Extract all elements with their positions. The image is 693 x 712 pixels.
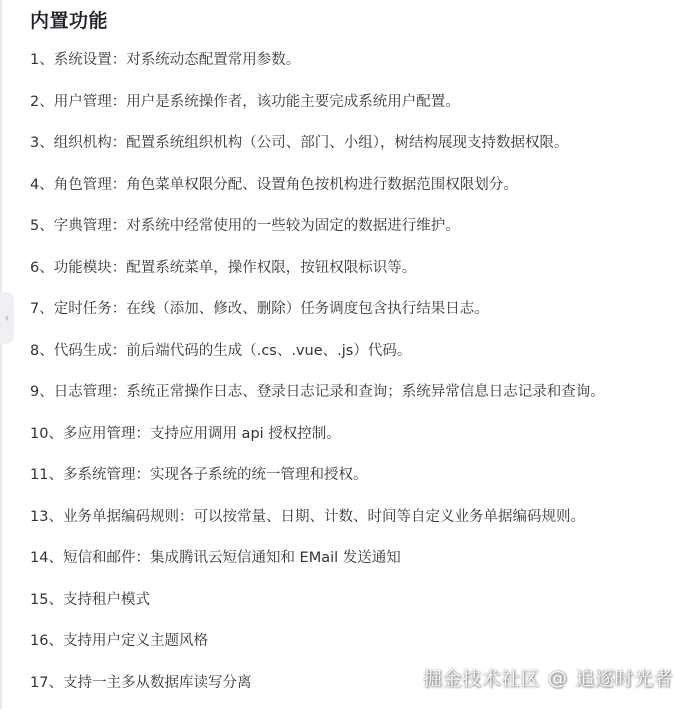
list-item: 5、字典管理：对系统中经常使用的一些较为固定的数据进行维护。 (30, 214, 685, 256)
list-item: 2、用户管理：用户是系统操作者，该功能主要完成系统用户配置。 (30, 90, 685, 132)
list-item: 1、系统设置：对系统动态配置常用参数。 (30, 48, 685, 90)
watermark-author: 追逐时光者 (575, 664, 673, 691)
list-item: 15、支持租户模式 (30, 588, 685, 630)
watermark-separator: @ (548, 667, 568, 689)
list-item: 3、组织机构：配置系统组织机构（公司、部门、小组），树结构展现支持数据权限。 (30, 131, 685, 173)
left-rail (0, 0, 2, 709)
collapse-sidebar-handle[interactable] (0, 292, 14, 344)
list-item: 13、业务单据编码规则：可以按常量、日期、计数、时间等自定义业务单据编码规则。 (30, 505, 685, 547)
list-item: 10、多应用管理：支持应用调用 api 授权控制。 (30, 422, 685, 464)
watermark (423, 664, 673, 691)
list-item: 6、功能模块：配置系统菜单，操作权限，按钮权限标识等。 (30, 256, 685, 298)
list-item: 17、支持一主多从数据库读写分离 (30, 671, 685, 712)
list-item: 8、代码生成：前后端代码的生成（.cs、.vue、.js）代码。 (30, 339, 685, 381)
watermark-site: 掘金技术社区 (423, 664, 540, 691)
list-item: 4、角色管理：角色菜单权限分配、设置角色按机构进行数据范围权限划分。 (30, 173, 685, 215)
list-item: 16、支持用户定义主题风格 (30, 629, 685, 671)
list-item: 11、多系统管理：实现各子系统的统一管理和授权。 (30, 463, 685, 505)
chevron-left-icon: ‹ (5, 312, 10, 324)
list-item: 9、日志管理：系统正常操作日志、登录日志记录和查询；系统异常信息日志记录和查询。 (30, 380, 685, 422)
list-item: 14、短信和邮件：集成腾讯云短信通知和 EMail 发送通知 (30, 546, 685, 588)
page-title: 内置功能 (30, 6, 108, 33)
list-item: 7、定时任务：在线（添加、修改、删除）任务调度包含执行结果日志。 (30, 297, 685, 339)
feature-list (30, 48, 685, 712)
